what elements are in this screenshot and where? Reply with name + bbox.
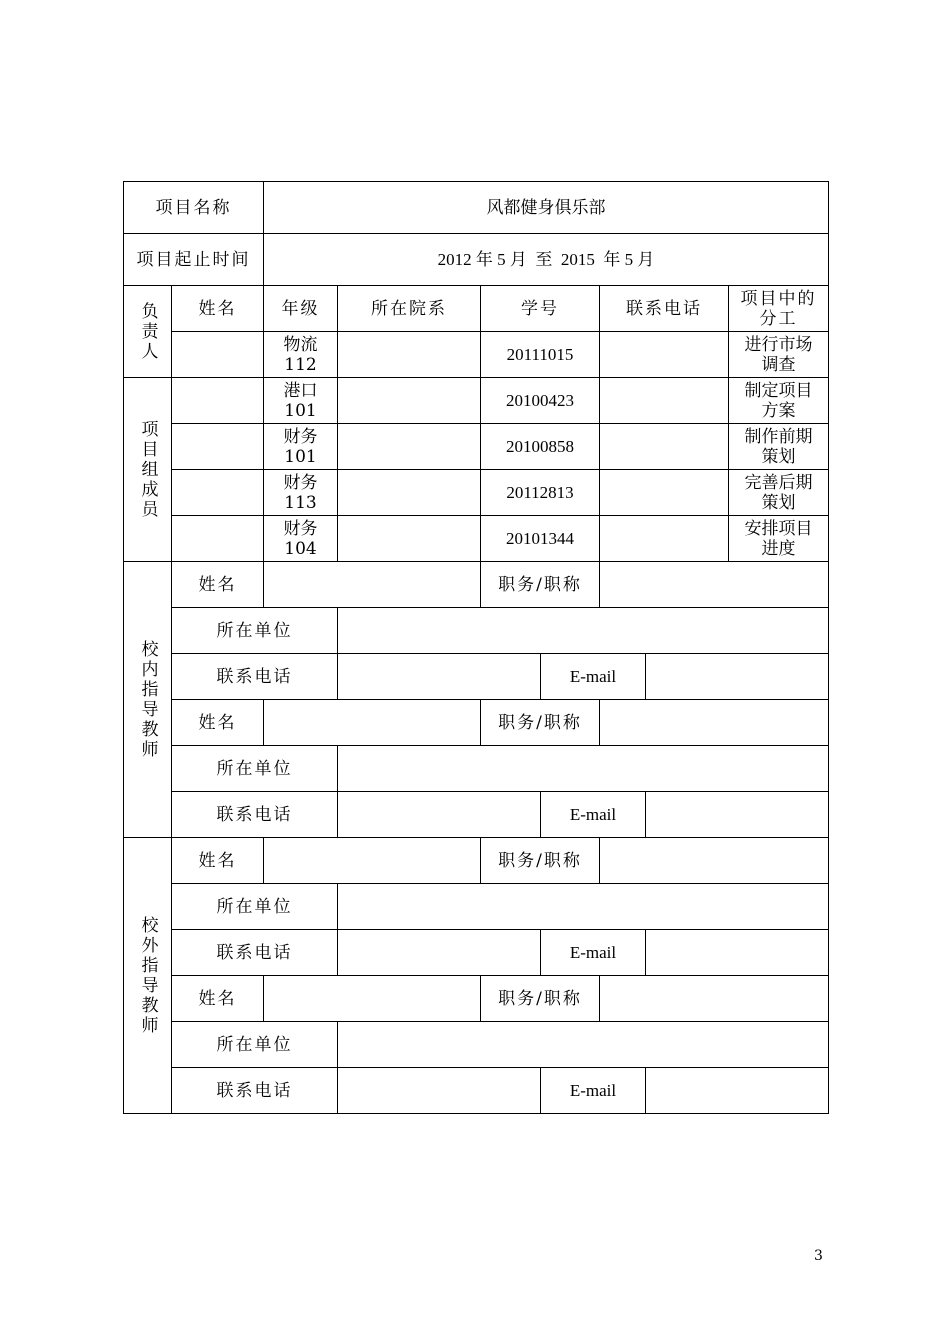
advisor-phone-value: [338, 792, 541, 838]
advisor-email-label: E-mail: [541, 792, 646, 838]
leader-id: 20111015: [481, 332, 600, 378]
member-phone: [600, 470, 729, 516]
advisor-title-label: 职务/职称: [481, 700, 600, 746]
external-advisor-label: 校外指导教师: [137, 915, 158, 1036]
member-id: 20112813: [481, 470, 600, 516]
advisor-name-label: 姓名: [172, 700, 264, 746]
member-grade: 财务 113: [264, 470, 338, 516]
members-label-cell: [124, 378, 172, 562]
advisor-unit-label: 所在单位: [172, 884, 338, 930]
advisor-name-label: 姓名: [172, 562, 264, 608]
advisor-phone-label: 联系电话: [172, 792, 338, 838]
advisor-email-value: [646, 792, 829, 838]
advisor-unit-label: 所在单位: [172, 746, 338, 792]
member-grade: 财务 104: [264, 516, 338, 562]
advisor-title-value: [600, 838, 829, 884]
header-student-id: 学号: [481, 286, 600, 332]
member-id: 20100858: [481, 424, 600, 470]
member-name: [172, 378, 264, 424]
advisor-unit-value: [338, 746, 829, 792]
members-label: 项目组成员: [137, 419, 158, 520]
advisor-name-value: [264, 700, 481, 746]
internal-advisor-label: 校内指导教师: [137, 639, 158, 760]
advisor-email-label: E-mail: [541, 1068, 646, 1114]
member-phone: [600, 378, 729, 424]
advisor-unit-value: [338, 608, 829, 654]
member-grade: 港口 101: [264, 378, 338, 424]
member-role: 制定项目 方案: [729, 378, 829, 424]
member-role: 安排项目 进度: [729, 516, 829, 562]
member-name: [172, 516, 264, 562]
project-name-value: 风都健身俱乐部: [264, 182, 829, 234]
internal-advisor-label-cell: [124, 562, 172, 838]
header-phone: 联系电话: [600, 286, 729, 332]
advisor-unit-value: [338, 1022, 829, 1068]
advisor-phone-label: 联系电话: [172, 654, 338, 700]
advisor-phone-label: 联系电话: [172, 930, 338, 976]
project-period-label: 项目起止时间: [124, 234, 264, 286]
header-dept: 所在院系: [338, 286, 481, 332]
header-role: 项目中的 分工: [729, 286, 829, 332]
leader-role: 进行市场 调查: [729, 332, 829, 378]
advisor-unit-label: 所在单位: [172, 608, 338, 654]
member-dept: [338, 378, 481, 424]
member-name: [172, 470, 264, 516]
advisor-email-value: [646, 930, 829, 976]
member-dept: [338, 516, 481, 562]
header-name: 姓名: [172, 286, 264, 332]
advisor-email-label: E-mail: [541, 654, 646, 700]
leader-grade: 物流 112: [264, 332, 338, 378]
advisor-title-value: [600, 976, 829, 1022]
header-grade: 年级: [264, 286, 338, 332]
advisor-name-label: 姓名: [172, 838, 264, 884]
advisor-title-label: 职务/职称: [481, 976, 600, 1022]
advisor-title-value: [600, 700, 829, 746]
leader-phone: [600, 332, 729, 378]
advisor-phone-value: [338, 654, 541, 700]
advisor-name-label: 姓名: [172, 976, 264, 1022]
member-grade: 财务 101: [264, 424, 338, 470]
member-role: 制作前期 策划: [729, 424, 829, 470]
project-form-table: [123, 181, 829, 1114]
member-role: 完善后期 策划: [729, 470, 829, 516]
advisor-email-label: E-mail: [541, 930, 646, 976]
advisor-phone-value: [338, 1068, 541, 1114]
advisor-title-label: 职务/职称: [481, 562, 600, 608]
leader-label-cell: [124, 286, 172, 378]
project-name-label: 项目名称: [124, 182, 264, 234]
advisor-unit-value: [338, 884, 829, 930]
advisor-name-value: [264, 562, 481, 608]
advisor-email-value: [646, 1068, 829, 1114]
external-advisor-label-cell: [124, 838, 172, 1114]
member-phone: [600, 516, 729, 562]
member-dept: [338, 424, 481, 470]
advisor-name-value: [264, 976, 481, 1022]
member-dept: [338, 470, 481, 516]
member-id: 20101344: [481, 516, 600, 562]
advisor-name-value: [264, 838, 481, 884]
leader-label: 负责人: [137, 301, 158, 362]
advisor-phone-label: 联系电话: [172, 1068, 338, 1114]
advisor-title-value: [600, 562, 829, 608]
leader-dept: [338, 332, 481, 378]
member-phone: [600, 424, 729, 470]
member-id: 20100423: [481, 378, 600, 424]
advisor-title-label: 职务/职称: [481, 838, 600, 884]
advisor-unit-label: 所在单位: [172, 1022, 338, 1068]
advisor-email-value: [646, 654, 829, 700]
page-number: 3: [814, 1248, 823, 1264]
advisor-phone-value: [338, 930, 541, 976]
member-name: [172, 424, 264, 470]
leader-name: [172, 332, 264, 378]
project-period-value: 2012 年 5 月 至 2015 年 5 月: [264, 234, 829, 286]
